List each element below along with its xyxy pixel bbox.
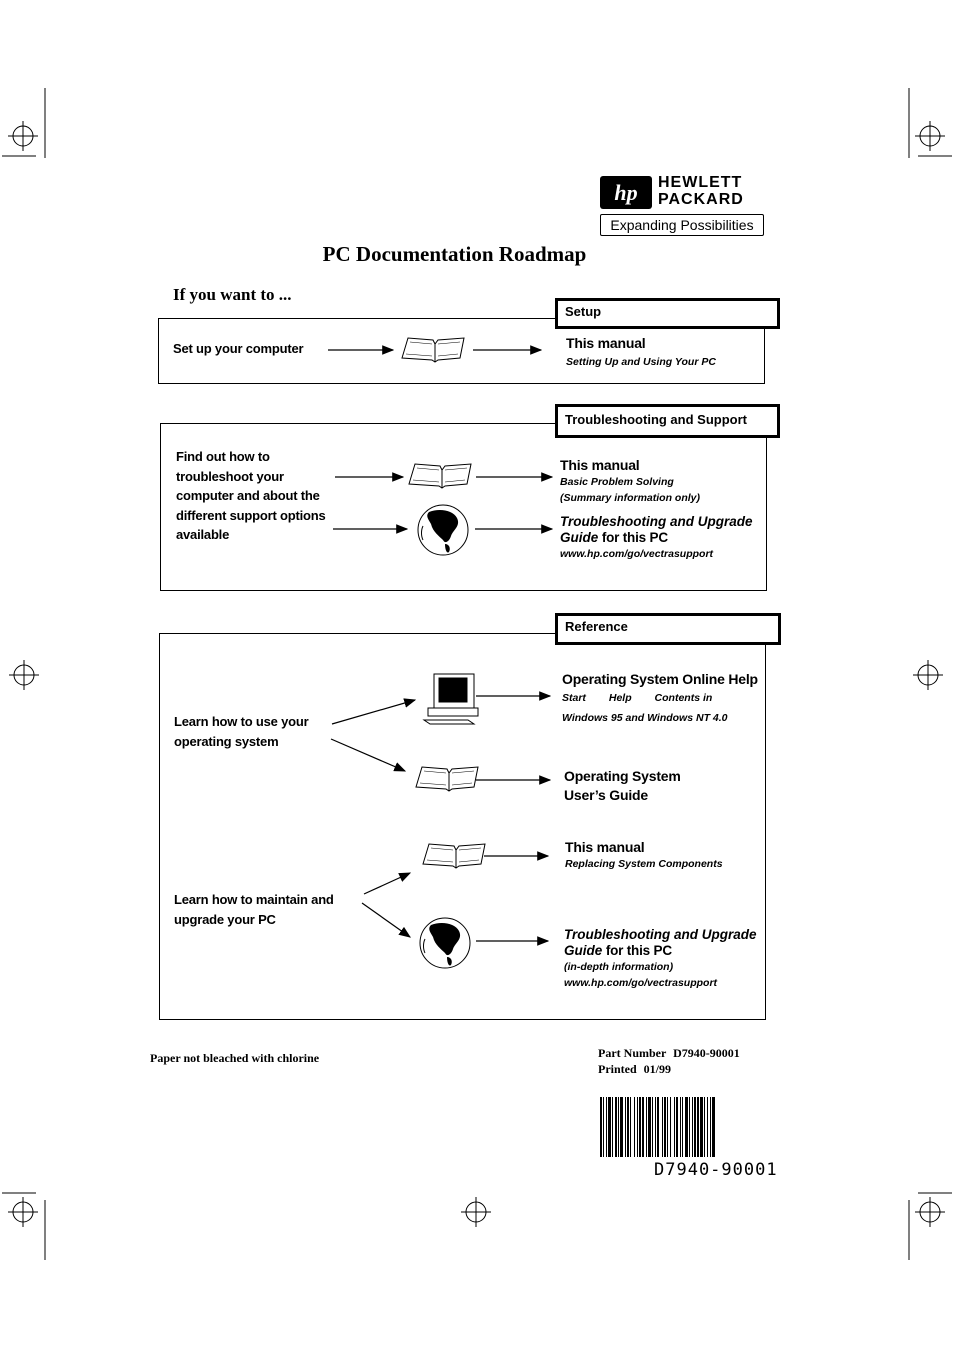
task-line: Find out how to	[176, 449, 270, 464]
setup-task: Set up your computer	[173, 341, 304, 356]
ref-src4-title-italic2: Guide	[564, 943, 603, 958]
ref-src1-start: Start	[562, 692, 586, 704]
ref-src4-title-rest: for this PC	[602, 943, 672, 958]
barcode	[600, 1097, 840, 1157]
book-icon	[423, 844, 485, 868]
page-title: PC Documentation Roadmap	[322, 242, 587, 266]
ref-src3-sub: Replacing System Components	[565, 858, 723, 870]
ref-src3-title: This manual	[565, 839, 645, 855]
part-number-label: Part Number	[598, 1046, 667, 1060]
hp-logo-text: hp	[614, 180, 638, 205]
arrow	[331, 739, 405, 771]
ref-src2-line1: Operating System	[564, 768, 681, 784]
printed-row	[598, 1062, 671, 1077]
task-line: troubleshoot your	[176, 468, 284, 484]
ts-source2-title-italic: Troubleshooting and Upgrade	[560, 514, 753, 529]
printed-date: 01/99	[643, 1062, 672, 1076]
globe-icon	[420, 918, 470, 968]
hp-logo-tagline: Expanding Possibilities	[600, 214, 764, 236]
ts-source2-title-rest: for this PC	[598, 530, 668, 545]
ts-source1-note: (Summary information only)	[560, 492, 701, 504]
ref-src2-line2: User’s Guide	[564, 787, 648, 803]
book-icon	[416, 767, 478, 791]
hp-logo-line1: HEWLETT	[658, 174, 743, 191]
ref-src4-url: www.hp.com/go/vectrasupport	[564, 977, 718, 989]
ref-src1-help: Help	[608, 692, 632, 704]
barcode-bar	[712, 1097, 715, 1157]
book-icon	[402, 338, 464, 362]
task-line: Learn how to use your	[174, 714, 309, 729]
ref-src1-contents: Contents in	[654, 692, 713, 704]
paper-note: Paper not bleached with chlorine	[150, 1051, 320, 1065]
setup-source-title: This manual	[566, 335, 646, 351]
globe-icon	[418, 505, 468, 555]
part-number-value: D7940-90001	[673, 1046, 740, 1060]
task-line: available	[176, 527, 230, 542]
task-line: computer and about the	[176, 488, 320, 503]
task-line: operating system	[174, 733, 279, 749]
ts-source1-sub: Basic Problem Solving	[560, 476, 674, 488]
computer-icon	[424, 674, 478, 724]
ts-source2-title-italic2: Guide	[560, 530, 599, 545]
arrow	[332, 700, 415, 724]
ts-source1-title: This manual	[560, 457, 640, 473]
part-number-row	[598, 1046, 740, 1061]
ref-src1-title: Operating System Online Help	[562, 671, 758, 687]
troubleshooting-tab-label: Troubleshooting and Support	[565, 412, 747, 427]
hp-logo-line2: PACKARD	[658, 191, 744, 208]
ref-src1-sub: Windows 95 and Windows NT 4.0	[562, 712, 728, 724]
arrow	[364, 873, 410, 894]
arrow	[362, 903, 410, 937]
task-line: Learn how to maintain and	[174, 892, 334, 907]
task-line: different support options	[176, 507, 326, 523]
ts-source2-url: www.hp.com/go/vectrasupport	[560, 548, 714, 560]
intro-text: If you want to ...	[173, 285, 292, 304]
setup-source-sub: Setting Up and Using Your PC	[566, 356, 716, 368]
printed-label: Printed	[598, 1062, 637, 1076]
barcode-text: D7940-90001	[654, 1160, 778, 1180]
book-icon	[409, 464, 471, 488]
ref-src4-note: (in-depth information)	[564, 961, 674, 973]
setup-tab-label: Setup	[565, 304, 602, 319]
task-line: upgrade your PC	[174, 911, 276, 927]
reference-tab-label: Reference	[565, 619, 628, 634]
ref-src4-title-italic: Troubleshooting and Upgrade	[564, 927, 757, 942]
